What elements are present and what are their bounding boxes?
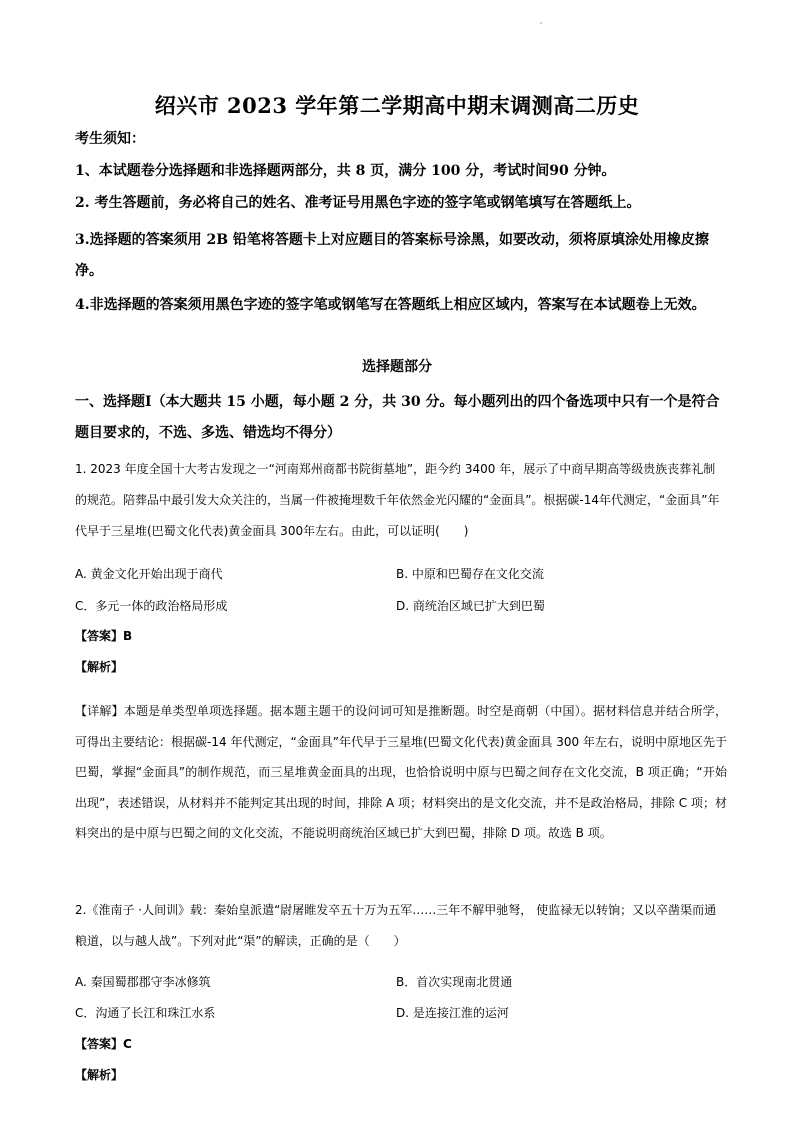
notice-item-4: 4.非选择题的答案须用黑色字迹的签字笔或钢笔写在答题纸上相应区域内，答案写在本试题卷上无效。 xyxy=(75,297,706,313)
notice-item-2: 2. 考生答题前，务必将自己的姓名、准考证号用黑色字迹的签字笔或钢笔填写在答题纸上。 xyxy=(75,195,641,211)
question-1-stem: 1. 2023 年度全国十大考古发现之一“河南郑州商都书院街墓地”，距今约 3400 年，展示了中商早期高等级贵族丧葬礼制的规范。陪葬品中最引发大众关注的，当属一件被掩埋数千年依然金光闪耀的“金面具”。根据碳-14年代测定，“金面具”年代早于三星堆(巴蜀文化代表)黄金面具 300年左右。由此，可以证明( ) xyxy=(75,462,720,538)
question-2-analysis-label: 【解析】 xyxy=(75,1068,124,1082)
notice-item-3: 3.选择题的答案须用 2B 铅笔将答题卡上对应题目的答案标号涂黑，如要改动，须将原填涂处用橡皮擦净。 xyxy=(75,232,709,279)
question-2-option-a: A. 秦国蜀郡郡守李冰修筑 xyxy=(75,975,211,989)
section-title: 选择题部分 xyxy=(362,359,432,375)
question-1-analysis-label: 【解析】 xyxy=(75,660,124,674)
question-1-detail: 【详解】本题是单类型单项选择题。据本题主题干的设问词可知是推断题。时空是商朝（中国）。据材料信息并结合所学，可得出主要结论：根据碳-14 年代测定，“金面具”年代早于三星堆(巴蜀文化代表)黄金面具 300 年左右，说明中原地区先于巴蜀，掌握“金面具”的制作规范，而三星堆黄金面具的出现，也恰恰说明中原与巴蜀之间存在文化交流，B 项正确；“开始出现”，表述错误，从材料并不能判定其出现的时间，排除 A 项；材料突出的是文化交流，并不是政治格局，排除 C 项；材料突出的是中原与巴蜀之间的文化交流，不能说明商统治区域已扩大到巴蜀，排除 D 项。故选 B 项。 xyxy=(75,704,727,840)
question-1-option-b: B. 中原和巴蜀存在文化交流 xyxy=(396,567,544,581)
question-2-answer: 【答案】C xyxy=(75,1037,132,1051)
exam-title: 绍兴市 2023 学年第二学期高中期末调测高二历史 xyxy=(154,93,640,118)
notice-heading: 考生须知： xyxy=(75,131,145,147)
question-1-option-d: D. 商统治区域已扩大到巴蜀 xyxy=(396,599,545,613)
question-2-stem: 2.《淮南子 ·人间训》载：秦始皇派遣“尉屠睢发卒五十万为五军……三年不解甲驰弩， 使监禄无以转饷；又以卒凿渠而通粮道，以与越人战”。下列对此“渠”的解读，正确的是（ ） xyxy=(75,903,717,948)
question-2-option-c: C．沟通了长江和珠江水系 xyxy=(75,1006,216,1020)
question-1-option-c: C．多元一体的政治格局形成 xyxy=(75,599,228,613)
question-2-option-d: D. 是连接江淮的运河 xyxy=(396,1006,509,1020)
question-2-option-b: B．首次实现南北贯通 xyxy=(396,975,513,989)
question-1-answer: 【答案】B xyxy=(75,629,133,643)
part1-heading: 一、选择题Ⅰ（本大题共 15 小题，每小题 2 分，共 30 分。每小题列出的四个备选项中只有一个是符合题目要求的，不选、多选、错选均不得分） xyxy=(75,394,720,441)
notice-item-1: 1、本试题卷分选择题和非选择题两部分，共 8 页，满分 100 分，考试时间90 分钟。 xyxy=(75,163,616,179)
scan-speck xyxy=(540,22,542,24)
question-1-option-a: A. 黄金文化开始出现于商代 xyxy=(75,567,223,581)
